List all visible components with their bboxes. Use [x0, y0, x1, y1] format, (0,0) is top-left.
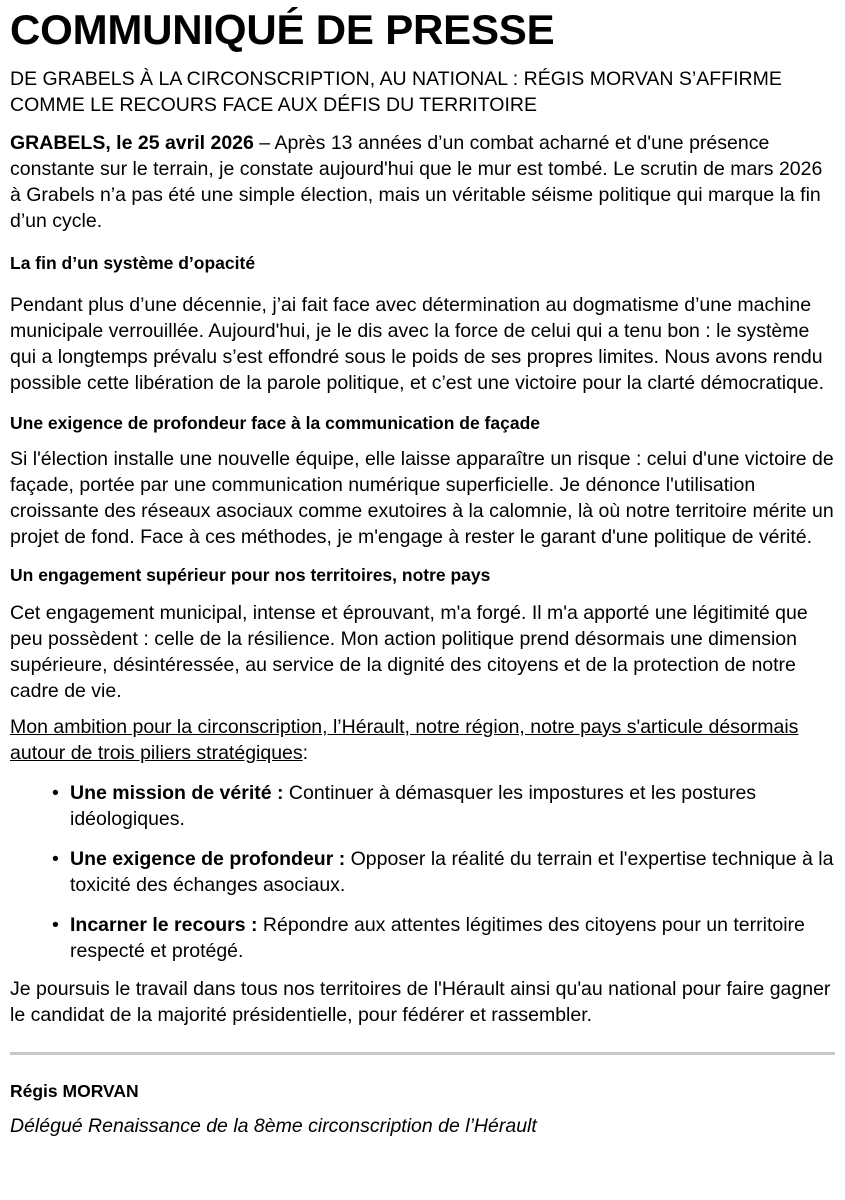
- subtitle: DE GRABELS À LA CIRCONSCRIPTION, AU NATIONAL : RÉGIS MORVAN S’AFFIRME COMME LE RECOURS FACE AUX DÉFIS DU TERRITOIRE: [10, 68, 782, 116]
- pillar-title: Une exigence de profondeur :: [70, 848, 346, 870]
- pillar-title: Incarner le recours :: [70, 914, 258, 936]
- section-heading-opacity: La fin d’un système d’opacité: [10, 253, 256, 273]
- section-heading-commitment: Un engagement supérieur pour nos territoires, notre pays: [10, 565, 491, 585]
- section-body-opacity: Pendant plus d’une décennie, j’ai fait face avec détermination au dogmatisme d’une machine municipale verrouillée. Aujourd'hui, je le dis avec la force de celui qui a tenu bon : le système qui a longtemps prévalu s’est effondré sous le poids de ses propres limites. Nous avons rendu possible cette libération de la parole politique, et c’est une victoire pour la clarté démocratique.: [10, 294, 825, 394]
- list-item: [52, 846, 835, 898]
- page-title: COMMUNIQUÉ DE PRESSE: [10, 6, 555, 53]
- ambition-paragraph: [10, 714, 835, 766]
- bullet-icon: •: [52, 914, 59, 936]
- pillar-title: Une mission de vérité :: [70, 782, 284, 804]
- section-heading-depth: Une exigence de profondeur face à la communication de façade: [10, 413, 541, 433]
- pillar-text: Opposer la réalité du terrain et l'expertise technique à la toxicité des échanges asociaux.: [70, 848, 834, 896]
- section-body-depth: Si l'élection installe une nouvelle équipe, elle laisse apparaître un risque : celui d'une victoire de façade, portée par une communication numérique superficielle. Je dénonce l'utilisation croissante des réseaux asociaux comme exutoires à la calomnie, là où notre territoire mérite un projet de fond. Face à ces méthodes, je m'engage à rester le garant d'une politique de vérité.: [10, 448, 834, 548]
- pillars-list: [10, 780, 835, 964]
- ambition-suffix: :: [302, 742, 309, 764]
- bullet-icon: •: [52, 848, 59, 870]
- signature-role: Délégué Renaissance de la 8ème circonscription de l’Hérault: [10, 1115, 537, 1137]
- pillar-text: Répondre aux attentes légitimes des citoyens pour un territoire respecté et protégé.: [70, 914, 805, 962]
- lead-text: – Après 13 années d’un combat acharné et d'une présence constante sur le terrain, je constate aujourd'hui que le mur est tombé. Le scrutin de mars 2026 à Grabels n’a pas été une simple élection, mais un véritable séisme politique qui marque la fin d’un cycle.: [10, 132, 823, 232]
- signature-name: Régis MORVAN: [10, 1081, 139, 1101]
- lead-paragraph: [10, 130, 835, 234]
- dateline: GRABELS, le 25 avril 2026: [10, 132, 254, 154]
- list-item: [52, 780, 835, 832]
- section-body-commitment: Cet engagement municipal, intense et éprouvant, m'a forgé. Il m'a apporté une légitimité que peu possèdent : celle de la résilience. Mon action politique prend désormais une dimension supérieure, désintéressée, au service de la dignité des citoyens et de la protection de notre cadre de vie.: [10, 602, 808, 702]
- list-item: [52, 912, 835, 964]
- closing-paragraph: Je poursuis le travail dans tous nos territoires de l'Hérault ainsi qu'au national pour faire gagner le candidat de la majorité présidentielle, pour fédérer et rassembler.: [10, 978, 831, 1026]
- ambition-underlined-text: Mon ambition pour la circonscription, l’Hérault, notre région, notre pays s'articule désormais autour de trois piliers stratégiques: [10, 716, 799, 764]
- pillar-text: Continuer à démasquer les impostures et les postures idéologiques.: [70, 782, 757, 830]
- bullet-icon: •: [52, 782, 59, 804]
- divider: [10, 1052, 835, 1055]
